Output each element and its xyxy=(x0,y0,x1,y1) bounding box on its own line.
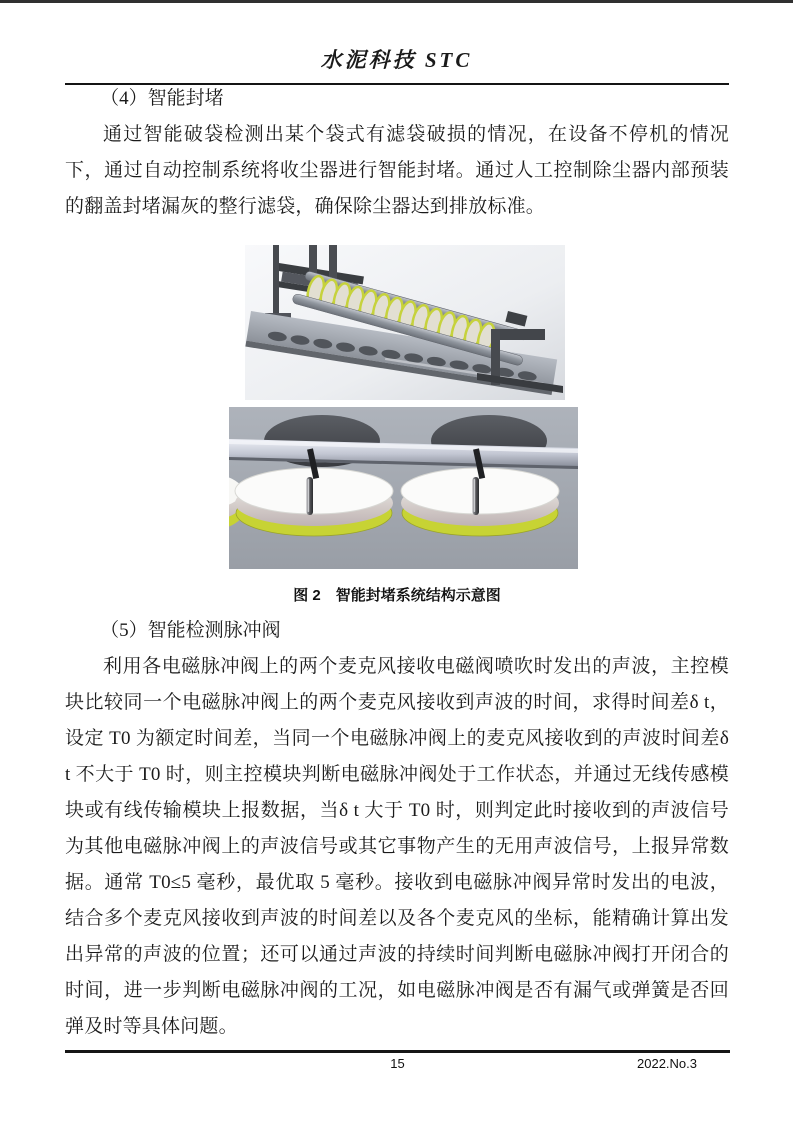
page-header xyxy=(0,0,793,85)
page-footer xyxy=(65,1050,730,1076)
fig1-hanger-post-2 xyxy=(329,245,337,279)
section-4-paragraph: 通过智能破袋检测出某个袋式有滤袋破损的情况，在设备不停机的情况下，通过自动控制系统将收尘器进行智能封堵。通过人工控制除尘器内部预装的翻盖封堵漏灰的整行滤袋，确保除尘器达到排放标准。 xyxy=(65,124,729,217)
figure2-top-image xyxy=(245,245,565,400)
section-heading-4: （4）智能封堵 xyxy=(100,88,224,109)
section-heading-5: （5）智能检测脉冲阀 xyxy=(100,620,281,641)
journal-title: 水泥科技 STC xyxy=(320,48,473,72)
fig1-left-post xyxy=(273,245,279,316)
scan-artifact-top-edge xyxy=(0,0,793,3)
issue-label: 2022.No.3 xyxy=(637,1056,697,1071)
fig1-hanger-post-1 xyxy=(309,245,317,274)
page-body xyxy=(0,85,793,1045)
footer-rule xyxy=(65,1050,730,1053)
figure-2-caption: 图 2 智能封堵系统结构示意图 xyxy=(293,587,501,604)
figure2-bottom-image xyxy=(229,407,578,569)
section-5-paragraph: 利用各电磁脉冲阀上的两个麦克风接收电磁阀喷吹时发出的声波，主控模块比较同一个电磁脉冲阀上的两个麦克风接收到声波的时间，求得时间差δ t，设定 T0 为额定时间差，当同一个电磁脉冲阀上的麦克风接收到的声波时间差δ t 不大于 T0 时，则主控模块判断电磁脉冲阀处于工作状态，并通过无线传感模块或有线传输模块上报数据，当δ t 大于 T0 时，则判定此时接收到的声波信号为其他电磁脉冲阀上的声波信号或其它事物产生的无用声波信号，上报异常数据。通常 T0≤5 毫秒，最优取 5 毫秒。接收到电磁脉冲阀异常时发出的电波，结合多个麦克风接收到声波的时间差以及各个麦克风的坐标，能精确计算出发出异常的声波的位置；还可以通过声波的持续时间判断电磁脉冲阀打开闭合的时间，进一步判断电磁脉冲阀的工况，如电磁脉冲阀是否有漏气或弹簧是否回弹及时等具体问题。 xyxy=(65,656,729,1037)
footer-row xyxy=(65,1056,730,1076)
figure-2 xyxy=(65,245,729,606)
page-number: 15 xyxy=(390,1056,405,1071)
